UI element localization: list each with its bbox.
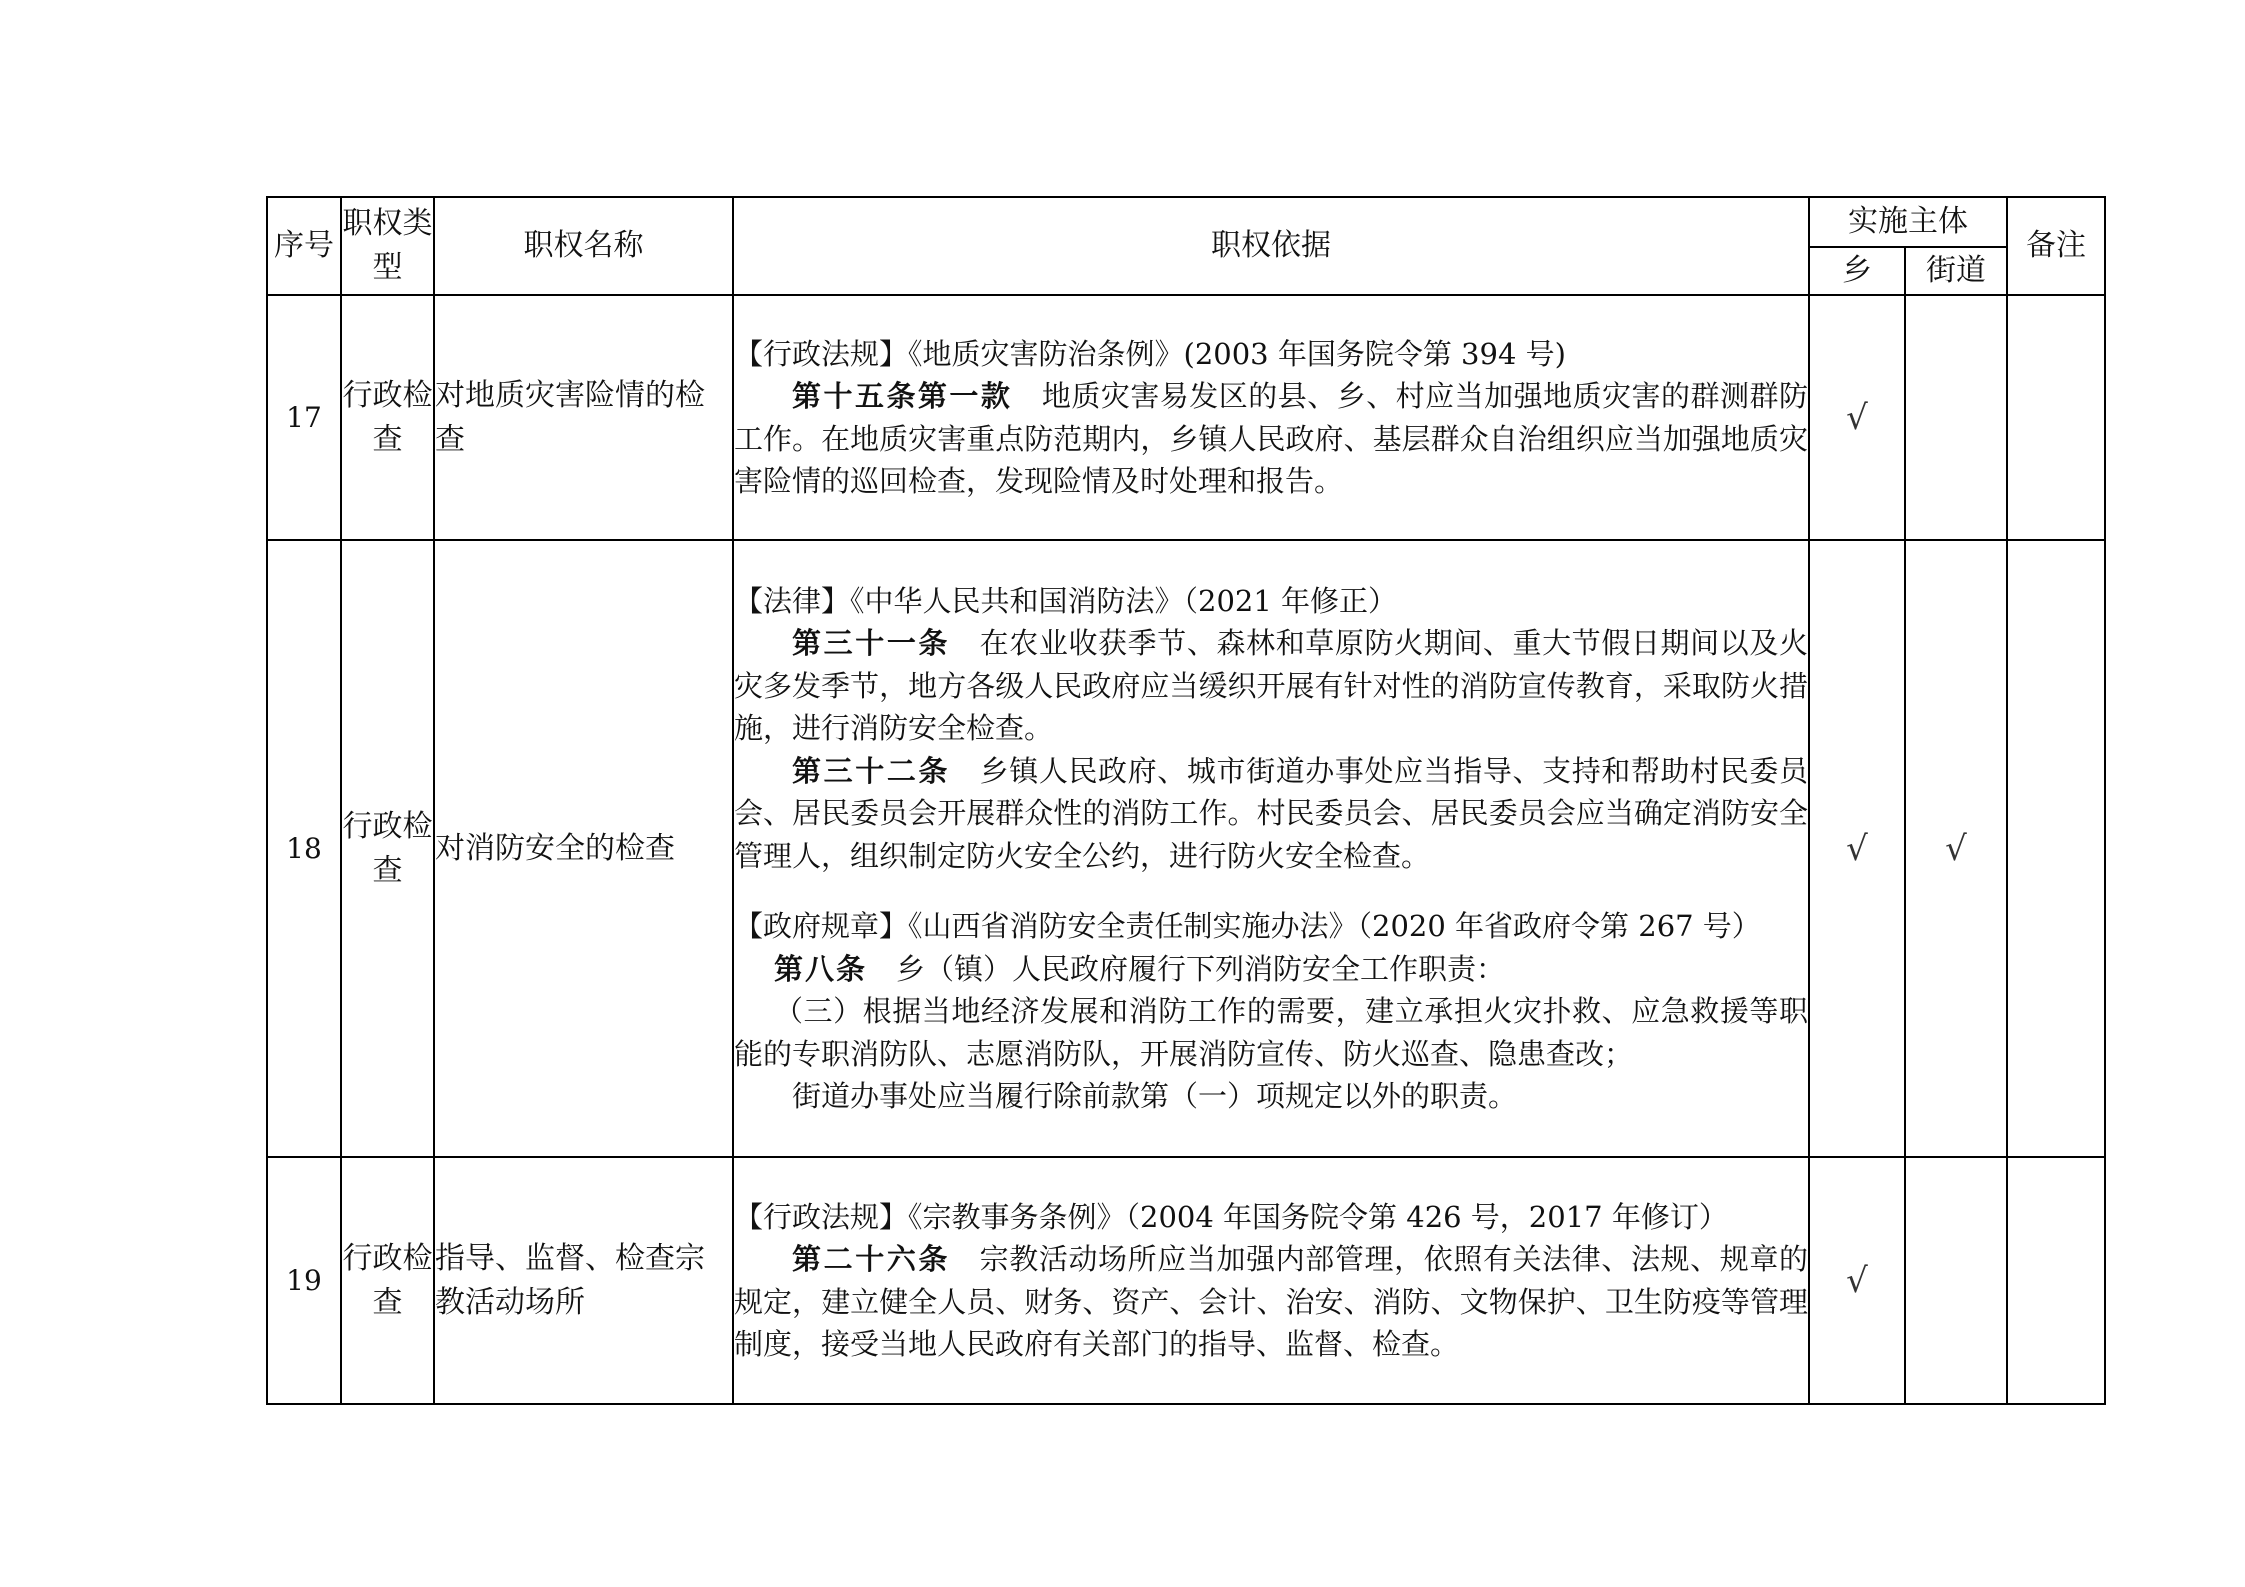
header-name: 职权名称 (434, 197, 733, 295)
basis-article (734, 948, 1808, 991)
article-label: 第十五条第一款 (792, 379, 1013, 413)
basis-article (734, 622, 1808, 750)
article-text: 乡镇人民政府、城市街道办事处应当指导、支持和帮助村民委员会、居民委员会开展群众性的消防工作。村民委员会、居民委员会应当确定消防安全管理人，组织制定防火安全公约，进行防火安全检查。 (734, 753, 1808, 873)
check-xiang: √ (1809, 1157, 1905, 1404)
row-remark (2007, 295, 2105, 540)
row-name: 对消防安全的检查 (434, 540, 733, 1157)
article-label: 第三十二条 (792, 753, 951, 788)
row-type: 行政检查 (341, 1157, 434, 1404)
row-remark (2007, 540, 2105, 1157)
row-basis (733, 540, 1809, 1157)
basis-article (734, 750, 1808, 878)
article-text: 地质灾害易发区的县、乡、村应当加强地质灾害的群测群防工作。在地质灾害重点防范期内，乡镇人民政府、基层群众自治组织应当加强地质灾害险情的巡回检查，发现险情及时处理和报告。 (734, 379, 1808, 498)
row-type: 行政检查 (341, 295, 434, 540)
table-row (267, 540, 2105, 1157)
basis-source: 【法律】《中华人民共和国消防法》（2021 年修正） (734, 583, 1398, 618)
row-seq: 19 (267, 1157, 341, 1404)
article-label: 第八条 (774, 951, 868, 986)
check-jiedao (1905, 1157, 2007, 1404)
table-row (267, 1157, 2105, 1404)
row-basis (733, 295, 1809, 540)
check-jiedao: √ (1905, 540, 2007, 1157)
header-basis: 职权依据 (733, 197, 1809, 295)
basis-source: 【政府规章】《山西省消防安全责任制实施办法》（2020 年省政府令第 267 号） (734, 909, 1761, 943)
check-jiedao (1905, 295, 2007, 540)
header-subject: 实施主体 (1809, 197, 2007, 247)
row-type: 行政检查 (341, 540, 434, 1157)
row-name: 对地质灾害险情的检查 (434, 295, 733, 540)
article-text: 乡（镇）人民政府履行下列消防安全工作职责： (867, 951, 1506, 986)
article-label: 第三十一条 (792, 626, 951, 660)
row-seq: 18 (267, 540, 341, 1157)
article-label: 第二十六条 (792, 1242, 951, 1276)
row-name: 指导、监督、检查宗教活动场所 (434, 1157, 733, 1404)
article-text: 在农业收获季节、森林和草原防火期间、重大节假日期间以及火灾多发季节，地方各级人民政府应当缓织开展有针对性的消防宣传教育，采取防火措施，进行消防安全检查。 (734, 626, 1808, 745)
basis-source: 【行政法规】《宗教事务条例》（2004 年国务院令第 426 号，2017 年修订） (734, 1199, 1728, 1234)
check-xiang: √ (1809, 295, 1905, 540)
basis-article (734, 1238, 1808, 1366)
basis-source: 【行政法规】《地质灾害防治条例》(2003 年国务院令第 394 号) (734, 336, 1566, 371)
header-subject-xiang: 乡 (1809, 247, 1905, 295)
basis-clause: （三）根据当地经济发展和消防工作的需要，建立承担火灾扑救、应急救援等职能的专职消防队、志愿消防队，开展消防宣传、防火巡查、隐患查改； (734, 994, 1808, 1071)
basis-clause: 街道办事处应当履行除前款第（一）项规定以外的职责。 (792, 1079, 1518, 1113)
header-type: 职权类型 (341, 197, 434, 295)
header-seq: 序号 (267, 197, 341, 295)
authority-table (266, 196, 2106, 1405)
row-seq: 17 (267, 295, 341, 540)
check-xiang: √ (1809, 540, 1905, 1157)
row-basis (733, 1157, 1809, 1404)
header-remark: 备注 (2007, 197, 2105, 295)
table-row (267, 295, 2105, 540)
row-remark (2007, 1157, 2105, 1404)
header-subject-jiedao: 街道 (1905, 247, 2007, 295)
basis-article (734, 375, 1808, 503)
article-text: 宗教活动场所应当加强内部管理，依照有关法律、法规、规章的规定，建立健全人员、财务、资产、会计、治安、消防、文物保护、卫生防疫等管理制度，接受当地人民政府有关部门的指导、监督、检查。 (734, 1242, 1808, 1361)
